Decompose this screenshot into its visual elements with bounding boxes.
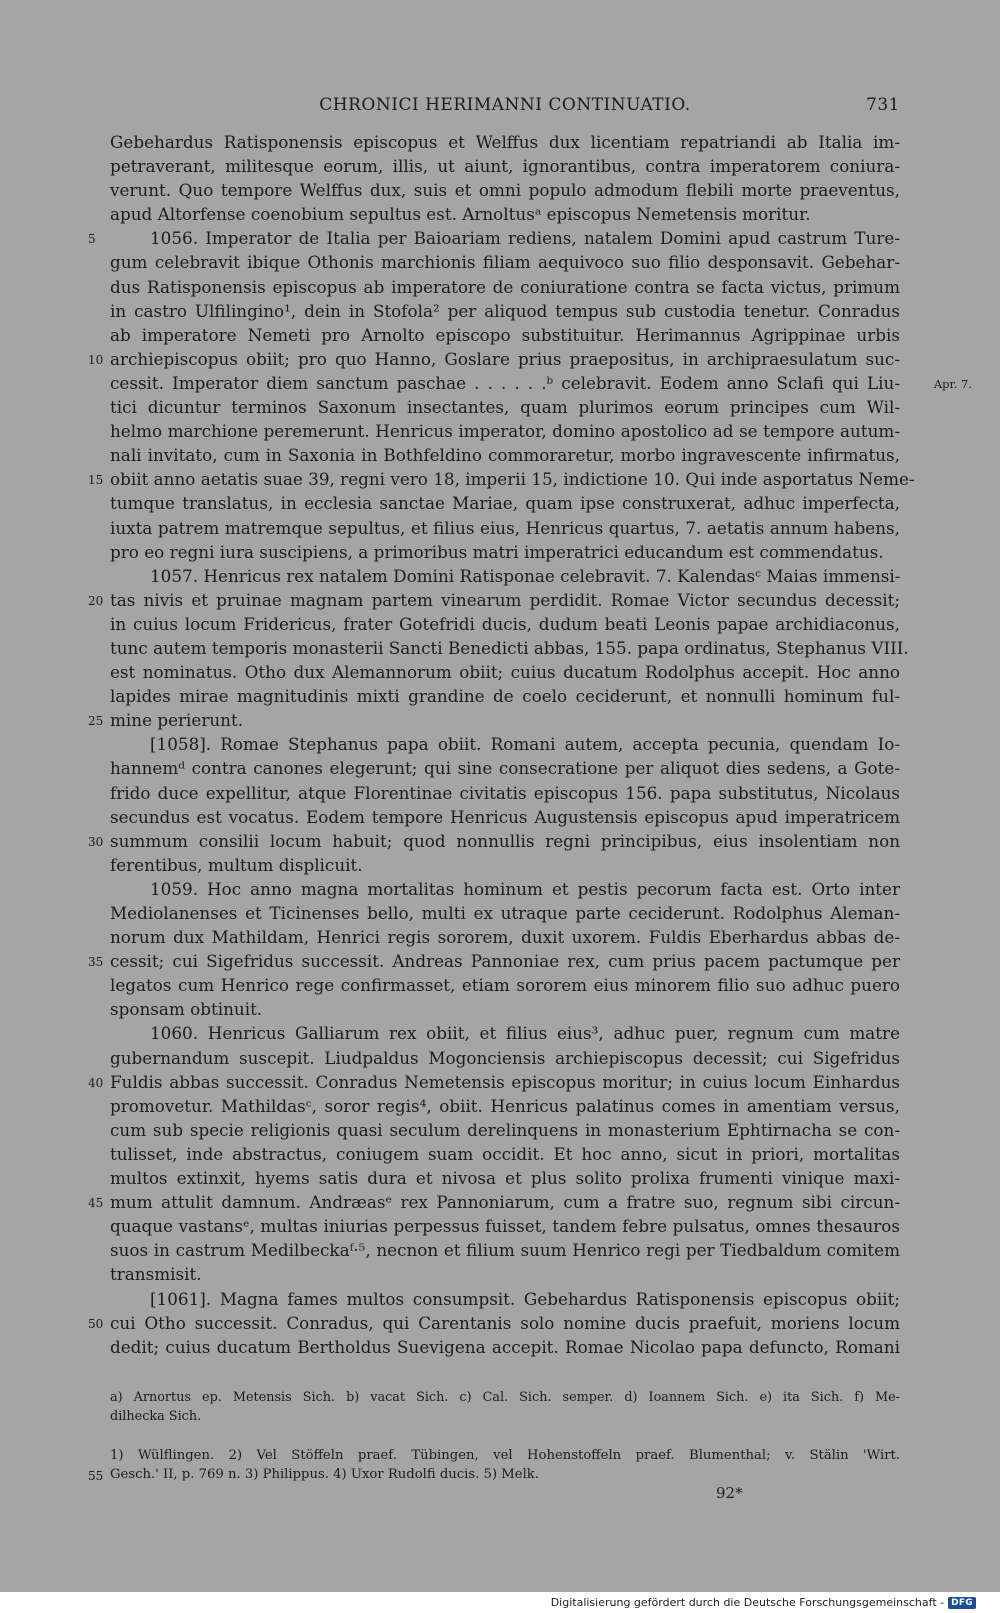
text-line [110, 997, 900, 1021]
text-line [88, 1190, 900, 1214]
line-text: sponsam obtinuit. [110, 999, 263, 1020]
digitization-footer [551, 1596, 976, 1609]
text-line [110, 901, 900, 925]
dfg-logo: DFG [948, 1597, 976, 1609]
line-number: 35 [88, 955, 104, 970]
text-line [110, 877, 900, 901]
line-text: gum celebravit ibique Othonis marchionis filiam aequivoco suo filio desponsavit. Gebehar- [110, 252, 900, 273]
text-line [110, 1021, 900, 1045]
note-line [110, 1407, 900, 1426]
line-text: frido duce expellitur, atque Florentinae civitatis episcopus 156. papa substitutus, Nicolaus [110, 782, 900, 803]
line-text: 1056. Imperator de Italia per Baioariam rediens, natalem Domini apud castrum Ture- [150, 228, 900, 249]
line-text: Mediolanenses et Ticinenses bello, multi ex utraque parte ceciderunt. Rodolphus Aleman- [110, 903, 900, 923]
line-text: dus Ratisponensis episcopus ab imperatore de coniuratione contra se facta victus, primum [110, 276, 900, 297]
line-text: obiit anno aetatis suae 39, regni vero 18, imperii 15, indictione 10. Qui inde asportatus Neme- [110, 469, 915, 490]
line-number: 55 [88, 1469, 104, 1483]
line-text: ferentibus, multum displicuit. [110, 854, 363, 875]
text-line [110, 805, 900, 829]
line-text: 1057. Henricus rex natalem Domini Ratisponae celebravit. 7. Kalendasᶜ Maias immensi- [150, 565, 901, 586]
text-line [110, 371, 972, 395]
text-line [110, 564, 900, 588]
text-line [110, 250, 900, 274]
text-line [110, 1335, 900, 1359]
line-text: promovetur. Mathildasᶜ, soror regis⁴, obiit. Henricus palatinus comes in amentiam versus, [110, 1095, 900, 1116]
text-line [110, 684, 900, 708]
line-text: cessit; cui Sigefridus successit. Andreas Pannoniae rex, cum prius pacem pactumque per [110, 951, 900, 972]
line-text: Gebehardus Ratisponensis episcopus et Welffus dux licentiam repatriandi ab Italia im- [110, 132, 900, 152]
line-text: cui Otho successit. Conradus, qui Carentanis solo nomine ducis praefuit, moriens locum [110, 1312, 900, 1333]
text-line [110, 299, 900, 323]
text-line [110, 1118, 900, 1142]
line-text: mum attulit damnum. Andræasᵉ rex Pannoniarum, cum a fratre suo, regnum sibi circun- [110, 1192, 900, 1213]
explanatory-notes [88, 1446, 900, 1484]
text-line [110, 925, 900, 949]
text-line [110, 443, 900, 467]
line-number: 40 [88, 1075, 104, 1090]
line-text: pro eo regni iura suscipiens, a primoribus matri imperatrici educandum est commendatus. [110, 541, 884, 562]
text-line [88, 708, 900, 732]
text-line [110, 154, 900, 178]
line-text: 1059. Hoc anno magna mortalitas hominum et pestis pecorum facta est. Orto inter [150, 878, 900, 899]
line-text: dilhecka Sich. [110, 1409, 202, 1424]
text-line [110, 660, 900, 684]
text-line [88, 588, 900, 612]
text-line [110, 1214, 900, 1238]
text-line [110, 202, 900, 226]
line-text: suos in castrum Medilbeckaᶠ·⁵, necnon et filium suum Henrico regi per Tiedbaldum comitem [110, 1240, 900, 1261]
text-line [110, 732, 900, 756]
footer-text: Digitalisierung gefördert durch die Deutsche Forschungsgemeinschaft - [550, 1596, 945, 1609]
line-text: hannemᵈ contra canones elegerunt; qui sine consecratione per aliquot dies sedens, a Gote- [110, 758, 900, 779]
line-text: cessit. Imperator diem sanctum paschae . . . . . .ᵇ celebravit. Eodem anno Sclafi qui Liu- [110, 372, 900, 393]
line-text: helmo marchione peremerunt. Henricus imperator, domino apostolico ad se tempore autum- [110, 421, 900, 442]
line-text: cum sub specie religionis quasi seculum derelinquens in monasterium Ephtirnacha se con- [110, 1119, 900, 1140]
line-number: 10 [88, 352, 104, 367]
line-text: Gesch.' II, p. 769 n. 3) Philippus. 4) Uxor Rudolfi ducis. 5) Melk. [110, 1467, 539, 1482]
text-line [110, 636, 909, 660]
line-text: in castro Ulfilingino¹, dein in Stofola² per aliquod tempus sub custodia tenetur. Conradus [110, 300, 900, 321]
text-line [110, 395, 900, 419]
text-line [110, 853, 900, 877]
page-number: 731 [866, 95, 900, 115]
main-text [88, 130, 972, 1359]
text-line [110, 973, 900, 997]
text-line [88, 347, 900, 371]
text-line [88, 467, 915, 491]
text-line [110, 1166, 900, 1190]
text-line [88, 1311, 900, 1335]
text-line [88, 226, 900, 250]
line-text: in cuius locum Fridericus, frater Gotefridi ducis, dudum beati Leonis papae archidiaconus, [110, 613, 900, 634]
line-text: a) Arnortus ep. Metensis Sich. b) vacat Sich. c) Cal. Sich. semper. d) Ioannem Sich. e) ita Sich. f) Me- [110, 1390, 900, 1405]
critical-apparatus [110, 1388, 900, 1426]
text-line [110, 1094, 900, 1118]
note-line [88, 1465, 900, 1484]
signature-mark: 92* [716, 1484, 743, 1502]
line-text: gubernandum suscepit. Liudpaldus Mogonciensis archiepiscopus decessit; cui Sigefridus [110, 1047, 900, 1068]
line-text: apud Altorfense coenobium sepultus est. Arnoltusᵃ episcopus Nemetensis moritur. [110, 204, 811, 225]
line-text: tumque translatus, in ecclesia sanctae Mariae, quam ipse construxerat, adhuc imperfecta, [110, 493, 900, 514]
line-text: mine perierunt. [110, 710, 244, 731]
line-text: iuxta patrem matremque sepultus, et filius eius, Henricus quartus, 7. aetatis annum habens, [110, 517, 900, 538]
line-text: tulisset, inde abstractus, coniugem suam occidit. Et hoc anno, sicut in priori, mortalitas [110, 1143, 900, 1164]
text-line [110, 419, 900, 443]
text-line [110, 1287, 900, 1311]
text-line [110, 781, 900, 805]
text-line [110, 1262, 900, 1286]
line-text: norum dux Mathildam, Henrici regis sororem, duxit uxorem. Fuldis Eberhardus abbas de- [110, 927, 900, 948]
text-line [110, 612, 900, 636]
line-text: multos extinxit, hyems satis dura et nivosa et plus solito prolixa frumenti vinique maxi- [110, 1168, 900, 1189]
line-text: Fuldis abbas successit. Conradus Nemetensis episcopus moritur; in cuius locum Einhardus [110, 1071, 900, 1092]
line-text: tas nivis et pruinae magnam partem vinearum perdidit. Romae Victor secundus decessit; [110, 589, 900, 610]
text-line [110, 130, 900, 154]
text-line [110, 323, 900, 347]
note-line [110, 1446, 900, 1465]
line-text: verunt. Quo tempore Welffus dux, suis et omni populo admodum flebili morte praeventus, [110, 180, 900, 201]
page-header [110, 95, 900, 119]
line-number: 20 [88, 593, 104, 608]
text-line [110, 178, 900, 202]
running-title: CHRONICI HERIMANNI CONTINUATIO. [319, 95, 691, 115]
text-line [110, 1238, 900, 1262]
line-text: transmisit. [110, 1264, 202, 1285]
text-line [110, 491, 900, 515]
text-line [110, 275, 900, 299]
text-line [110, 1142, 900, 1166]
line-text: nali invitato, cum in Saxonia in Bothfeldino commoraretur, morbo ingravescente infirmatus, [110, 445, 900, 466]
line-number: 5 [88, 232, 96, 247]
line-text: tunc autem temporis monasterii Sancti Benedicti abbas, 155. papa ordinatus, Stephanus VIII. [110, 637, 909, 658]
note-line [110, 1388, 900, 1407]
line-number: 45 [88, 1196, 104, 1211]
text-line [88, 949, 900, 973]
text-line [110, 516, 900, 540]
line-number: 25 [88, 714, 104, 729]
line-text: quaque vastansᵉ, multas iniurias perpessus fuisset, tandem febre pulsatus, omnes thesauros [110, 1216, 900, 1237]
line-text: ab imperatore Nemeti pro Arnolto episcopo substituitur. Herimannus Agrippinae urbis [110, 324, 900, 345]
line-text: lapides mirae magnitudinis mixti grandine de coelo ceciderunt, et nonnulli hominum ful- [110, 686, 900, 707]
text-line [88, 829, 900, 853]
line-text: petraverant, militesque eorum, illis, ut aiunt, ignorantibus, contra imperatorem coniura- [110, 156, 900, 177]
line-text: 1) Wülflingen. 2) Vel Stöffeln praef. Tübingen, vel Hohenstoffeln praef. Blumenthal; v. Stälin 'Wirt. [110, 1448, 900, 1463]
line-number: 30 [88, 834, 104, 849]
line-text: tici dicuntur terminos Saxonum insectantes, quam plurimos eorum principes cum Wil- [110, 397, 900, 418]
text-line [110, 756, 900, 780]
margin-date-note: Apr. 7. [933, 376, 972, 391]
text-line [88, 1070, 900, 1094]
text-line [110, 1046, 900, 1070]
line-text: [1061]. Magna fames multos consumpsit. Gebehardus Ratisponensis episcopus obiit; [150, 1288, 900, 1309]
line-text: [1058]. Romae Stephanus papa obiit. Romani autem, accepta pecunia, quendam Io- [150, 734, 900, 755]
line-number: 15 [88, 473, 104, 488]
line-text: secundus est vocatus. Eodem tempore Henricus Augustensis episcopus apud imperatricem [110, 806, 900, 827]
line-text: archiepiscopus obiit; pro quo Hanno, Goslare prius praepositus, in archipraesulatum suc- [110, 348, 900, 369]
text-line [110, 540, 900, 564]
line-number: 50 [88, 1316, 104, 1331]
line-text: summum consilii locum habuit; quod nonnullis regni principibus, eius insolentiam non [110, 830, 900, 851]
line-text: legatos cum Henrico rege confirmasset, etiam sororem eius minorem filio suo adhuc puero [110, 975, 900, 996]
line-text: est nominatus. Otho dux Alemannorum obiit; cuius ducatum Rodolphus accepit. Hoc anno [110, 662, 900, 683]
line-text: 1060. Henricus Galliarum rex obiit, et filius eius³, adhuc puer, regnum cum matre [150, 1023, 900, 1044]
line-text: dedit; cuius ducatum Bertholdus Suevigena accepit. Romae Nicolao papa defuncto, Romani [110, 1336, 900, 1357]
